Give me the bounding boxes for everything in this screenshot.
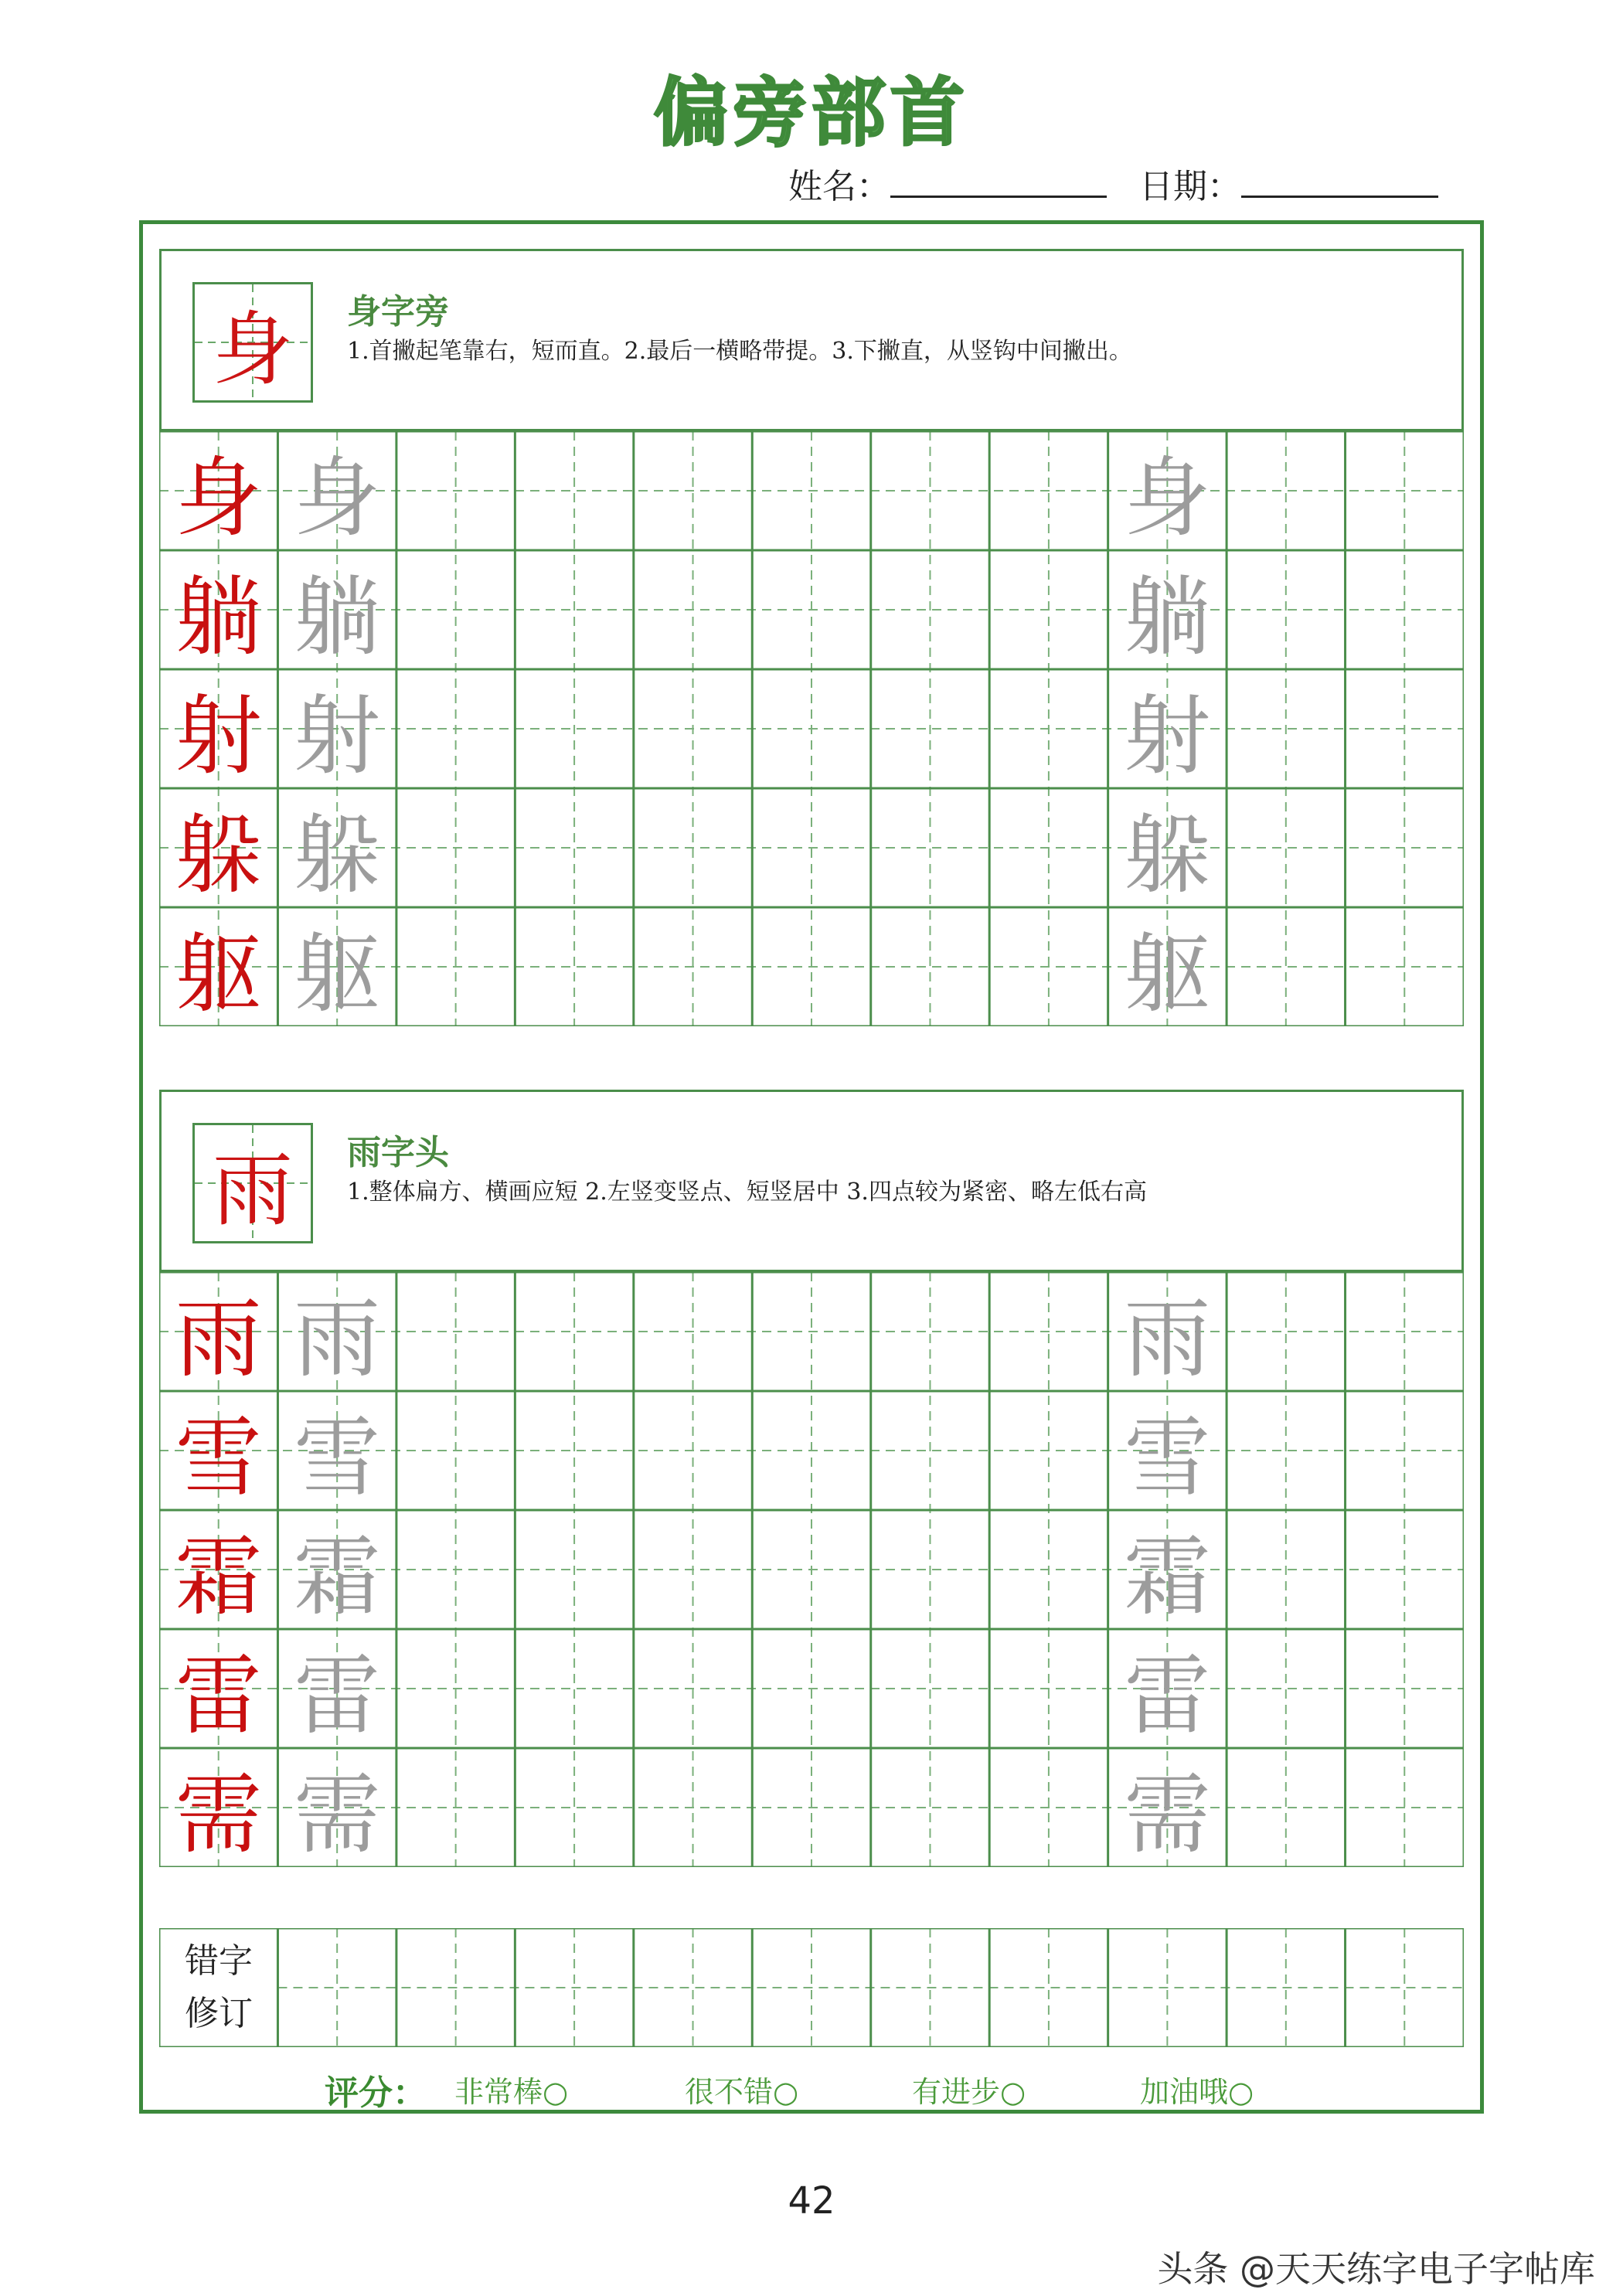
model-character-cell: 需 [175, 1764, 262, 1866]
trace-character-cell: 雪 [294, 1407, 381, 1509]
writing-cell[interactable] [752, 907, 870, 1026]
radical-section-yu [159, 1090, 1464, 1867]
writing-cell[interactable] [1227, 1748, 1345, 1867]
writing-cell[interactable] [871, 788, 989, 907]
writing-cell[interactable] [1346, 431, 1464, 550]
model-character-cell: 躺 [175, 566, 262, 668]
writing-cell[interactable] [1227, 550, 1345, 669]
writing-cell[interactable] [634, 1748, 752, 1867]
writing-cell[interactable] [989, 1391, 1108, 1510]
writing-cell[interactable] [1346, 1629, 1464, 1748]
writing-cell[interactable] [396, 1272, 515, 1391]
date-label: 日期： [1139, 167, 1241, 206]
trace-character-cell: 躯 [1124, 924, 1211, 1025]
writing-cell[interactable] [871, 1391, 989, 1510]
trace-character-cell: 需 [1124, 1764, 1211, 1866]
model-character-cell: 雨 [175, 1288, 262, 1390]
writing-cell[interactable] [989, 1510, 1108, 1629]
writing-cell[interactable] [1346, 1391, 1464, 1510]
model-character-cell: 射 [175, 685, 262, 787]
model-character-cell: 躯 [175, 924, 262, 1025]
correction-row [159, 1928, 1464, 2047]
writing-cell[interactable] [515, 1629, 633, 1748]
rating-option-keep-going[interactable]: 加油哦○ [1140, 2075, 1254, 2109]
writing-cell[interactable] [752, 550, 870, 669]
model-character-cell: 霜 [175, 1526, 262, 1628]
writing-cell[interactable] [515, 1391, 633, 1510]
trace-character-cell: 躺 [1124, 566, 1211, 668]
trace-character-cell: 躲 [294, 804, 381, 906]
trace-character-cell: 躲 [1124, 804, 1211, 906]
trace-character-cell: 身 [1124, 447, 1211, 549]
section-title: 雨字头 [347, 1133, 449, 1172]
writing-cell[interactable] [1346, 669, 1464, 788]
trace-character-cell: 雨 [1124, 1288, 1211, 1390]
writing-cell[interactable] [515, 1272, 633, 1391]
trace-character-cell: 雨 [294, 1288, 381, 1390]
section-title: 身字旁 [347, 292, 449, 332]
writing-cell[interactable] [515, 1748, 633, 1867]
writing-cell[interactable] [396, 1510, 515, 1629]
writing-cell[interactable] [634, 1629, 752, 1748]
writing-cell[interactable] [871, 1629, 989, 1748]
practice-grid [159, 431, 1464, 1026]
writing-cell[interactable] [752, 788, 870, 907]
writing-cell[interactable] [1227, 1272, 1345, 1391]
writing-cell[interactable] [1227, 1391, 1345, 1510]
writing-cell[interactable] [752, 431, 870, 550]
writing-cell[interactable] [634, 669, 752, 788]
writing-cell[interactable] [989, 550, 1108, 669]
writing-cell[interactable] [515, 669, 633, 788]
writing-cell[interactable] [989, 669, 1108, 788]
writing-cell[interactable] [396, 788, 515, 907]
writing-cell[interactable] [1346, 788, 1464, 907]
writing-cell[interactable] [396, 550, 515, 669]
writing-cell[interactable] [515, 550, 633, 669]
writing-cell[interactable] [871, 907, 989, 1026]
writing-cell[interactable] [515, 431, 633, 550]
trace-character-cell: 雪 [1124, 1407, 1211, 1509]
writing-cell[interactable] [396, 1629, 515, 1748]
writing-cell[interactable] [1227, 1629, 1345, 1748]
trace-character-cell: 身 [294, 447, 381, 549]
writing-cell[interactable] [871, 431, 989, 550]
watermark: 头条 @天天练字电子字帖库 [1157, 2248, 1595, 2290]
model-character: 身 [212, 302, 293, 396]
trace-character-cell: 雷 [1124, 1645, 1211, 1747]
rating-option-progress[interactable]: 有进步○ [912, 2075, 1026, 2109]
writing-cell[interactable] [396, 907, 515, 1026]
writing-cell[interactable] [634, 1510, 752, 1629]
writing-cell[interactable] [634, 1391, 752, 1510]
trace-character-cell: 射 [1124, 685, 1211, 787]
rating-option-good[interactable]: 很不错○ [685, 2075, 799, 2109]
model-character: 雨 [212, 1143, 293, 1237]
trace-character-cell: 躯 [294, 924, 381, 1025]
model-character-cell: 躲 [175, 804, 262, 906]
writing-cell[interactable] [634, 550, 752, 669]
trace-character-cell: 霜 [1124, 1526, 1211, 1628]
section-description: 1.首撇起笔靠右，短而直。2.最后一横略带提。3.下撇直，从竖钩中间撇出。 [347, 338, 1132, 365]
writing-cell[interactable] [634, 788, 752, 907]
writing-cell[interactable] [1227, 431, 1345, 550]
writing-cell[interactable] [989, 1272, 1108, 1391]
practice-grid [159, 1272, 1464, 1867]
name-field[interactable] [890, 166, 1107, 198]
writing-cell[interactable] [634, 431, 752, 550]
trace-character-cell: 霜 [294, 1526, 381, 1628]
writing-cell[interactable] [989, 907, 1108, 1026]
writing-cell[interactable] [989, 1629, 1108, 1748]
writing-cell[interactable] [1227, 1510, 1345, 1629]
writing-cell[interactable] [752, 669, 870, 788]
correction-label-line2: 修订 [185, 1994, 253, 2033]
writing-cell[interactable] [871, 1748, 989, 1867]
trace-character-cell: 雷 [294, 1645, 381, 1747]
date-field[interactable] [1241, 166, 1438, 198]
rating-option-excellent[interactable]: 非常棒○ [454, 2075, 569, 2109]
writing-cell[interactable] [1346, 1748, 1464, 1867]
writing-cell[interactable] [515, 1510, 633, 1629]
writing-cell[interactable] [396, 669, 515, 788]
correction-grid-lines [159, 1928, 1464, 2047]
writing-cell[interactable] [396, 1391, 515, 1510]
writing-cell[interactable] [989, 431, 1108, 550]
writing-cell[interactable] [1346, 1510, 1464, 1629]
model-character-cell: 身 [175, 447, 262, 549]
trace-character-cell: 躺 [294, 566, 381, 668]
page-number: 42 [788, 2179, 835, 2223]
name-date-line [788, 158, 1438, 208]
writing-cell[interactable] [752, 1272, 870, 1391]
name-label: 姓名： [788, 167, 890, 206]
writing-cell[interactable] [515, 788, 633, 907]
writing-cell[interactable] [1346, 1272, 1464, 1391]
rating-bar [325, 2065, 1376, 2111]
writing-cell[interactable] [515, 907, 633, 1026]
model-character-cell: 雷 [175, 1645, 262, 1747]
writing-cell[interactable] [634, 1272, 752, 1391]
writing-cell[interactable] [752, 1629, 870, 1748]
writing-cell[interactable] [1227, 669, 1345, 788]
writing-cell[interactable] [396, 431, 515, 550]
writing-cell[interactable] [1346, 550, 1464, 669]
correction-label [159, 1928, 278, 2047]
writing-cell[interactable] [634, 907, 752, 1026]
radical-section-shen [159, 249, 1464, 1026]
writing-cell[interactable] [1346, 907, 1464, 1026]
model-character-box [192, 1123, 313, 1243]
writing-cell[interactable] [871, 1272, 989, 1391]
section-description: 1.整体扁方、横画应短 2.左竖变竖点、短竖居中 3.四点较为紧密、略左低右高 [347, 1179, 1147, 1206]
correction-label-line1: 错字 [185, 1941, 253, 1981]
writing-cell[interactable] [989, 1748, 1108, 1867]
writing-cell[interactable] [752, 1510, 870, 1629]
trace-character-cell: 需 [294, 1764, 381, 1866]
writing-cell[interactable] [752, 1391, 870, 1510]
rating-label: 评分： [325, 2073, 427, 2113]
section-header [159, 1090, 1464, 1272]
writing-cell[interactable] [752, 1748, 870, 1867]
writing-cell[interactable] [871, 550, 989, 669]
section-header [159, 249, 1464, 431]
writing-cell[interactable] [989, 788, 1108, 907]
page-title: 偏旁部首 [654, 70, 969, 156]
writing-cell[interactable] [1227, 788, 1345, 907]
model-character-box [192, 282, 313, 403]
writing-cell[interactable] [871, 1510, 989, 1629]
writing-cell[interactable] [1227, 907, 1345, 1026]
trace-character-cell: 射 [294, 685, 381, 787]
model-character-cell: 雪 [175, 1407, 262, 1509]
writing-cell[interactable] [396, 1748, 515, 1867]
writing-cell[interactable] [871, 669, 989, 788]
